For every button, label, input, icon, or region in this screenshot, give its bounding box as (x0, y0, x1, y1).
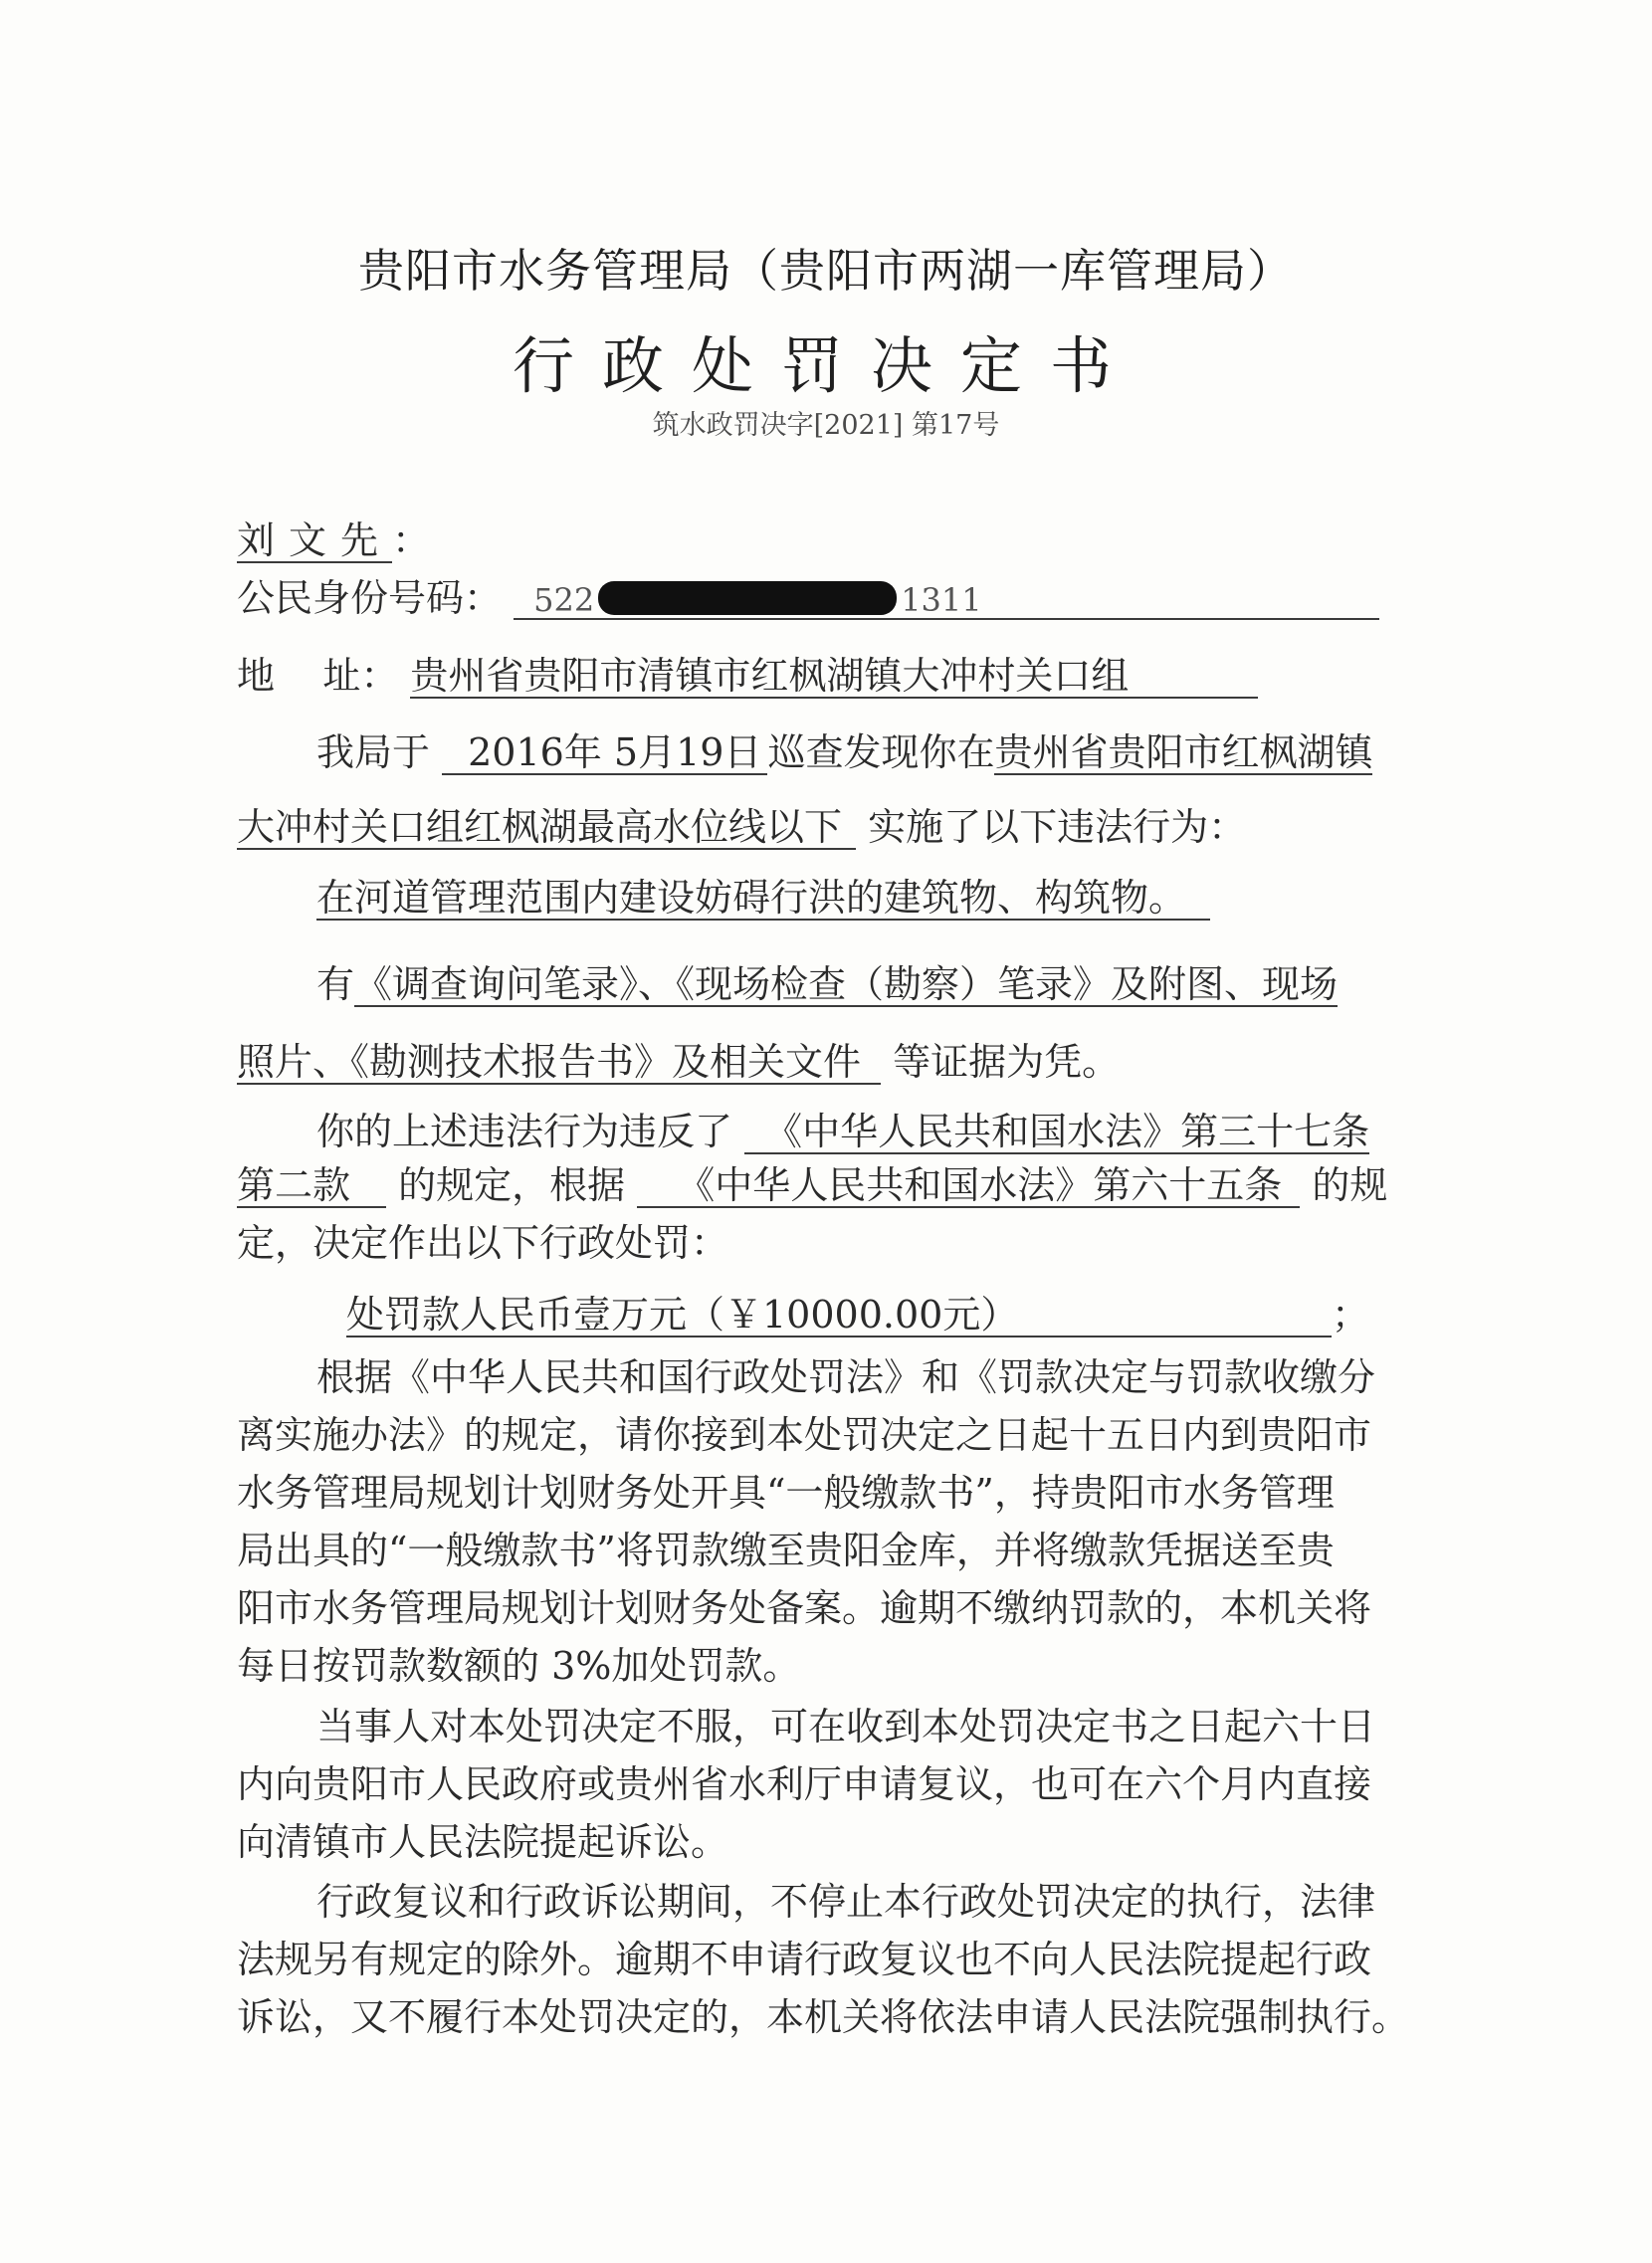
address-label: 地 址： (237, 654, 399, 698)
violation-text: 在河道管理范围内建设妨碍行洪的建筑物、构筑物。 (316, 879, 1210, 921)
evidence-list-part1: 《调查询问笔录》、《现场检查（勘察）笔录》及附图、现场 (354, 962, 1339, 1006)
id-label: 公民身份号码： (237, 576, 503, 620)
id-number-line (237, 567, 1379, 622)
legal-text-b: 的规定，根据 (398, 1163, 626, 1207)
payment-line2: 离实施办法》的规定，请你接到本处罚决定之日起十五日内到贵阳市 (237, 1413, 1372, 1457)
address-line (237, 645, 1258, 700)
payment-line1: 根据《中华人民共和国行政处罚法》和《罚款决定与罚款收缴分 (316, 1355, 1376, 1399)
redaction-mark (598, 581, 897, 615)
party-name: 刘文先 (237, 518, 393, 562)
payment-line6: 每日按罚款数额的 3%加处罚款。 (237, 1644, 801, 1688)
penalty-line (346, 1284, 1369, 1338)
legal-text-c: 的规 (1312, 1163, 1388, 1207)
evidence-lead: 有 (316, 962, 355, 1006)
appeal-line3: 向清镇市人民法院提起诉讼。 (237, 1820, 729, 1864)
payment-line5: 阳市水务管理局规划计划财务处备案。逾期不缴纳罚款的，本机关将 (237, 1586, 1372, 1630)
id-prefix: 522 (533, 581, 595, 619)
decision-intro: 定，决定作出以下行政处罚： (237, 1221, 729, 1265)
legal-line1 (316, 1101, 1369, 1155)
enforcement-line1: 行政复议和行政诉讼期间，不停止本行政处罚决定的执行，法律 (316, 1880, 1376, 1924)
agency-name: 贵阳市水务管理局（贵阳市两湖一库管理局） (358, 244, 1294, 298)
para1-text-c: 实施了以下违法行为： (868, 805, 1247, 849)
evidence-tail: 等证据为凭。 (893, 1040, 1121, 1084)
payment-line3: 水务管理局规划计划财务处开具“一般缴款书”，持贵阳市水务管理 (237, 1471, 1335, 1515)
party-name-line (237, 510, 430, 564)
penalty-text: 处罚款人民币壹万元（￥10000.00元） (346, 1296, 1332, 1337)
violated-clause: 第二款 (237, 1166, 386, 1208)
id-suffix: 1311 (901, 581, 982, 619)
location-part1: 贵州省贵阳市红枫湖镇 (994, 730, 1373, 774)
evidence-list-part2: 照片、《勘测技术报告书》及相关文件 (237, 1043, 881, 1085)
para1-line2 (237, 796, 1246, 851)
violation-line (316, 876, 1210, 921)
appeal-line2: 内向贵阳市人民政府或贵州省水利厅申请复议，也可在六个月内直接 (237, 1762, 1372, 1806)
id-number-field (514, 581, 1379, 620)
penalty-end: ； (1332, 1293, 1370, 1337)
location-part2: 大冲村关口组红枫湖最高水位线以下 (237, 808, 856, 850)
legal-line2 (237, 1154, 1387, 1209)
address-value: 贵州省贵阳市清镇市红枫湖镇大冲村关口组 (410, 657, 1258, 699)
para1-text-a: 我局于 (316, 730, 431, 774)
appeal-line1: 当事人对本处罚决定不服，可在收到本处罚决定书之日起六十日 (316, 1705, 1376, 1749)
party-name-suffix: ： (392, 518, 431, 562)
payment-line4: 局出具的“一般缴款书”将罚款缴至贵阳金库，并将缴款凭据送至贵 (237, 1529, 1335, 1572)
evidence-line2 (237, 1031, 1120, 1086)
evidence-line1 (316, 953, 1338, 1008)
enforcement-line2: 法规另有规定的除外。逾期不申请行政复议也不向人民法院提起行政 (237, 1938, 1372, 1981)
legal-text-a: 你的上述违法行为违反了 (316, 1110, 733, 1153)
document-title: 行政处罚决定书 (512, 329, 1139, 402)
document-number: 筑水政罚决字[2021] 第17号 (652, 410, 1000, 441)
legal-line3 (237, 1212, 728, 1267)
para1-text-b: 巡查发现你在 (767, 730, 995, 774)
violated-law: 《中华人民共和国水法》第三十七条 (744, 1113, 1369, 1154)
penalty-basis-law: 《中华人民共和国水法》第六十五条 (637, 1166, 1300, 1208)
inspection-date: 2016年 5月19日 (442, 733, 767, 775)
para1-line1 (316, 721, 1372, 776)
enforcement-line3: 诉讼，又不履行本处罚决定的，本机关将依法申请人民法院强制执行。 (237, 1995, 1410, 2039)
